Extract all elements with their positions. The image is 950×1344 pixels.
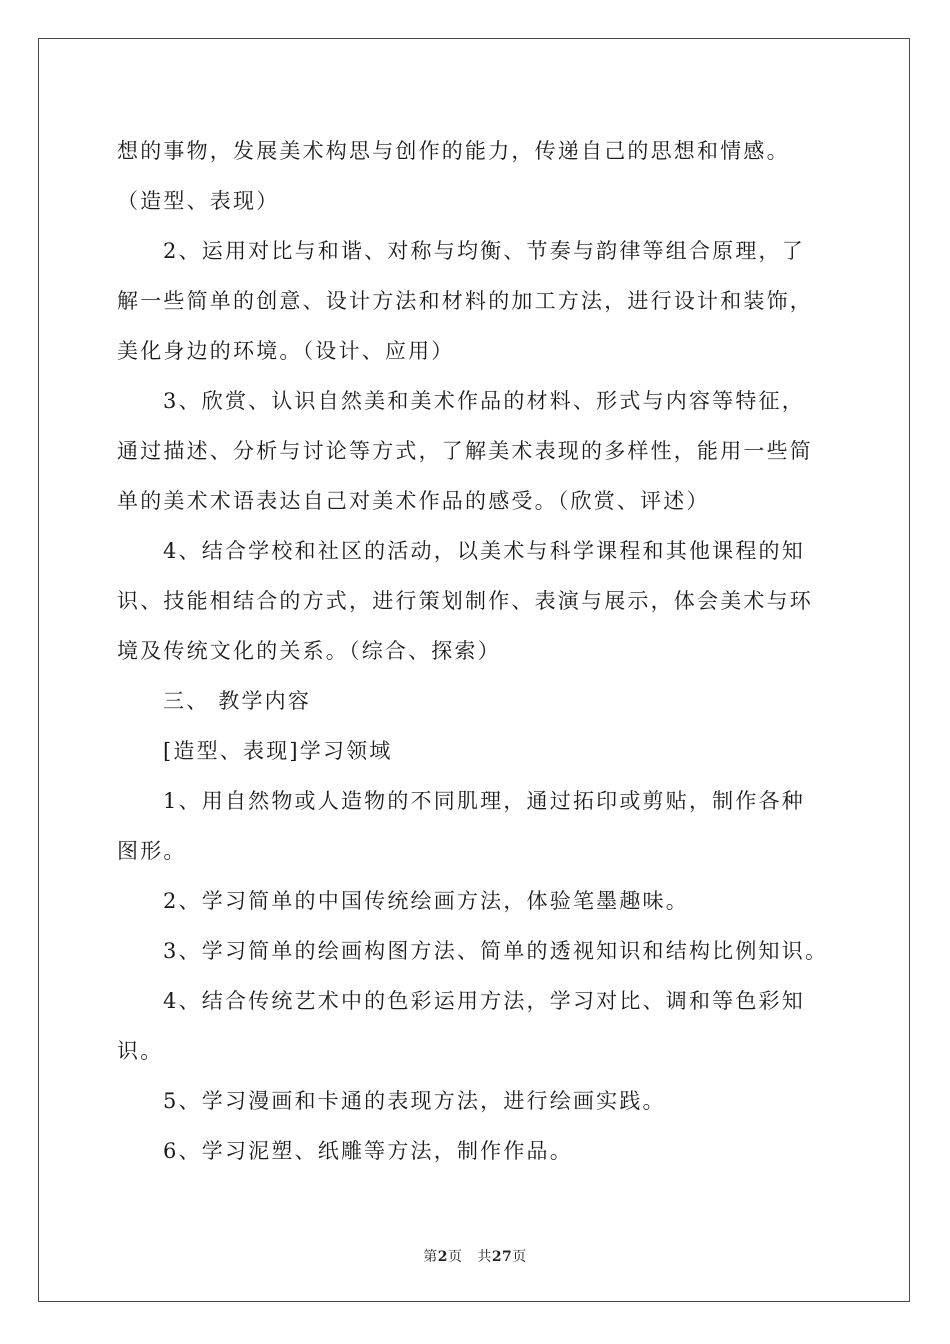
- document-body: [117, 126, 837, 1176]
- text-line: 识、技能相结合的方式，进行策划制作、表演与展示，体会美术与环: [117, 589, 813, 613]
- page-number: 2: [437, 1249, 448, 1265]
- text-line: 境及传统文化的关系。（综合、探索）: [117, 639, 501, 663]
- text-line: （造型、表现）: [117, 189, 280, 213]
- text-line: 解一些简单的创意、设计方法和材料的加工方法，进行设计和装饰，: [117, 289, 813, 313]
- text-line: 通过描述、分析与讨论等方式，了解美术表现的多样性，能用一些简: [117, 439, 813, 463]
- text-line: 图形。: [117, 839, 187, 863]
- content-item-3: 3、学习简单的绘画构图方法、简单的透视知识和结构比例知识。: [163, 939, 829, 963]
- text-line: 识。: [117, 1039, 164, 1063]
- content-item-6: 6、学习泥塑、纸雕等方法，制作作品。: [163, 1139, 573, 1163]
- page-footer: [0, 1246, 950, 1266]
- total-prefix: 共: [477, 1249, 492, 1265]
- subsection-heading: [造型、表现]学习领域: [163, 739, 393, 763]
- content-item-5: 5、学习漫画和卡通的表现方法，进行绘画实践。: [163, 1089, 666, 1113]
- text-line: 美化身边的环境。（设计、应用）: [117, 339, 455, 363]
- text-line: 想的事物，发展美术构思与创作的能力，传递自己的思想和情感。: [117, 139, 790, 163]
- total-suffix: 页: [512, 1249, 527, 1265]
- content-item-2: 2、学习简单的中国传统绘画方法，体验笔墨趣味。: [163, 889, 689, 913]
- content-item-4: 4、结合传统艺术中的色彩运用方法，学习对比、调和等色彩知: [163, 989, 805, 1013]
- page-suffix: 页: [447, 1249, 463, 1265]
- content-item-1: 1、用自然物或人造物的不同肌理，通过拓印或剪贴，制作各种: [163, 789, 805, 813]
- text-line: 单的美术术语表达自己对美术作品的感受。（欣赏、评述）: [117, 489, 710, 513]
- page-prefix: 第: [423, 1249, 438, 1265]
- list-item-2: 2、运用对比与和谐、对称与均衡、节奏与韵律等组合原理，了: [163, 239, 805, 263]
- total-pages: 27: [491, 1249, 513, 1265]
- section-heading: 三、 教学内容: [163, 689, 312, 713]
- list-item-4: 4、结合学校和社区的活动，以美术与科学课程和其他课程的知: [163, 539, 805, 563]
- list-item-3: 3、欣赏、认识自然美和美术作品的材料、形式与内容等特征，: [163, 389, 805, 413]
